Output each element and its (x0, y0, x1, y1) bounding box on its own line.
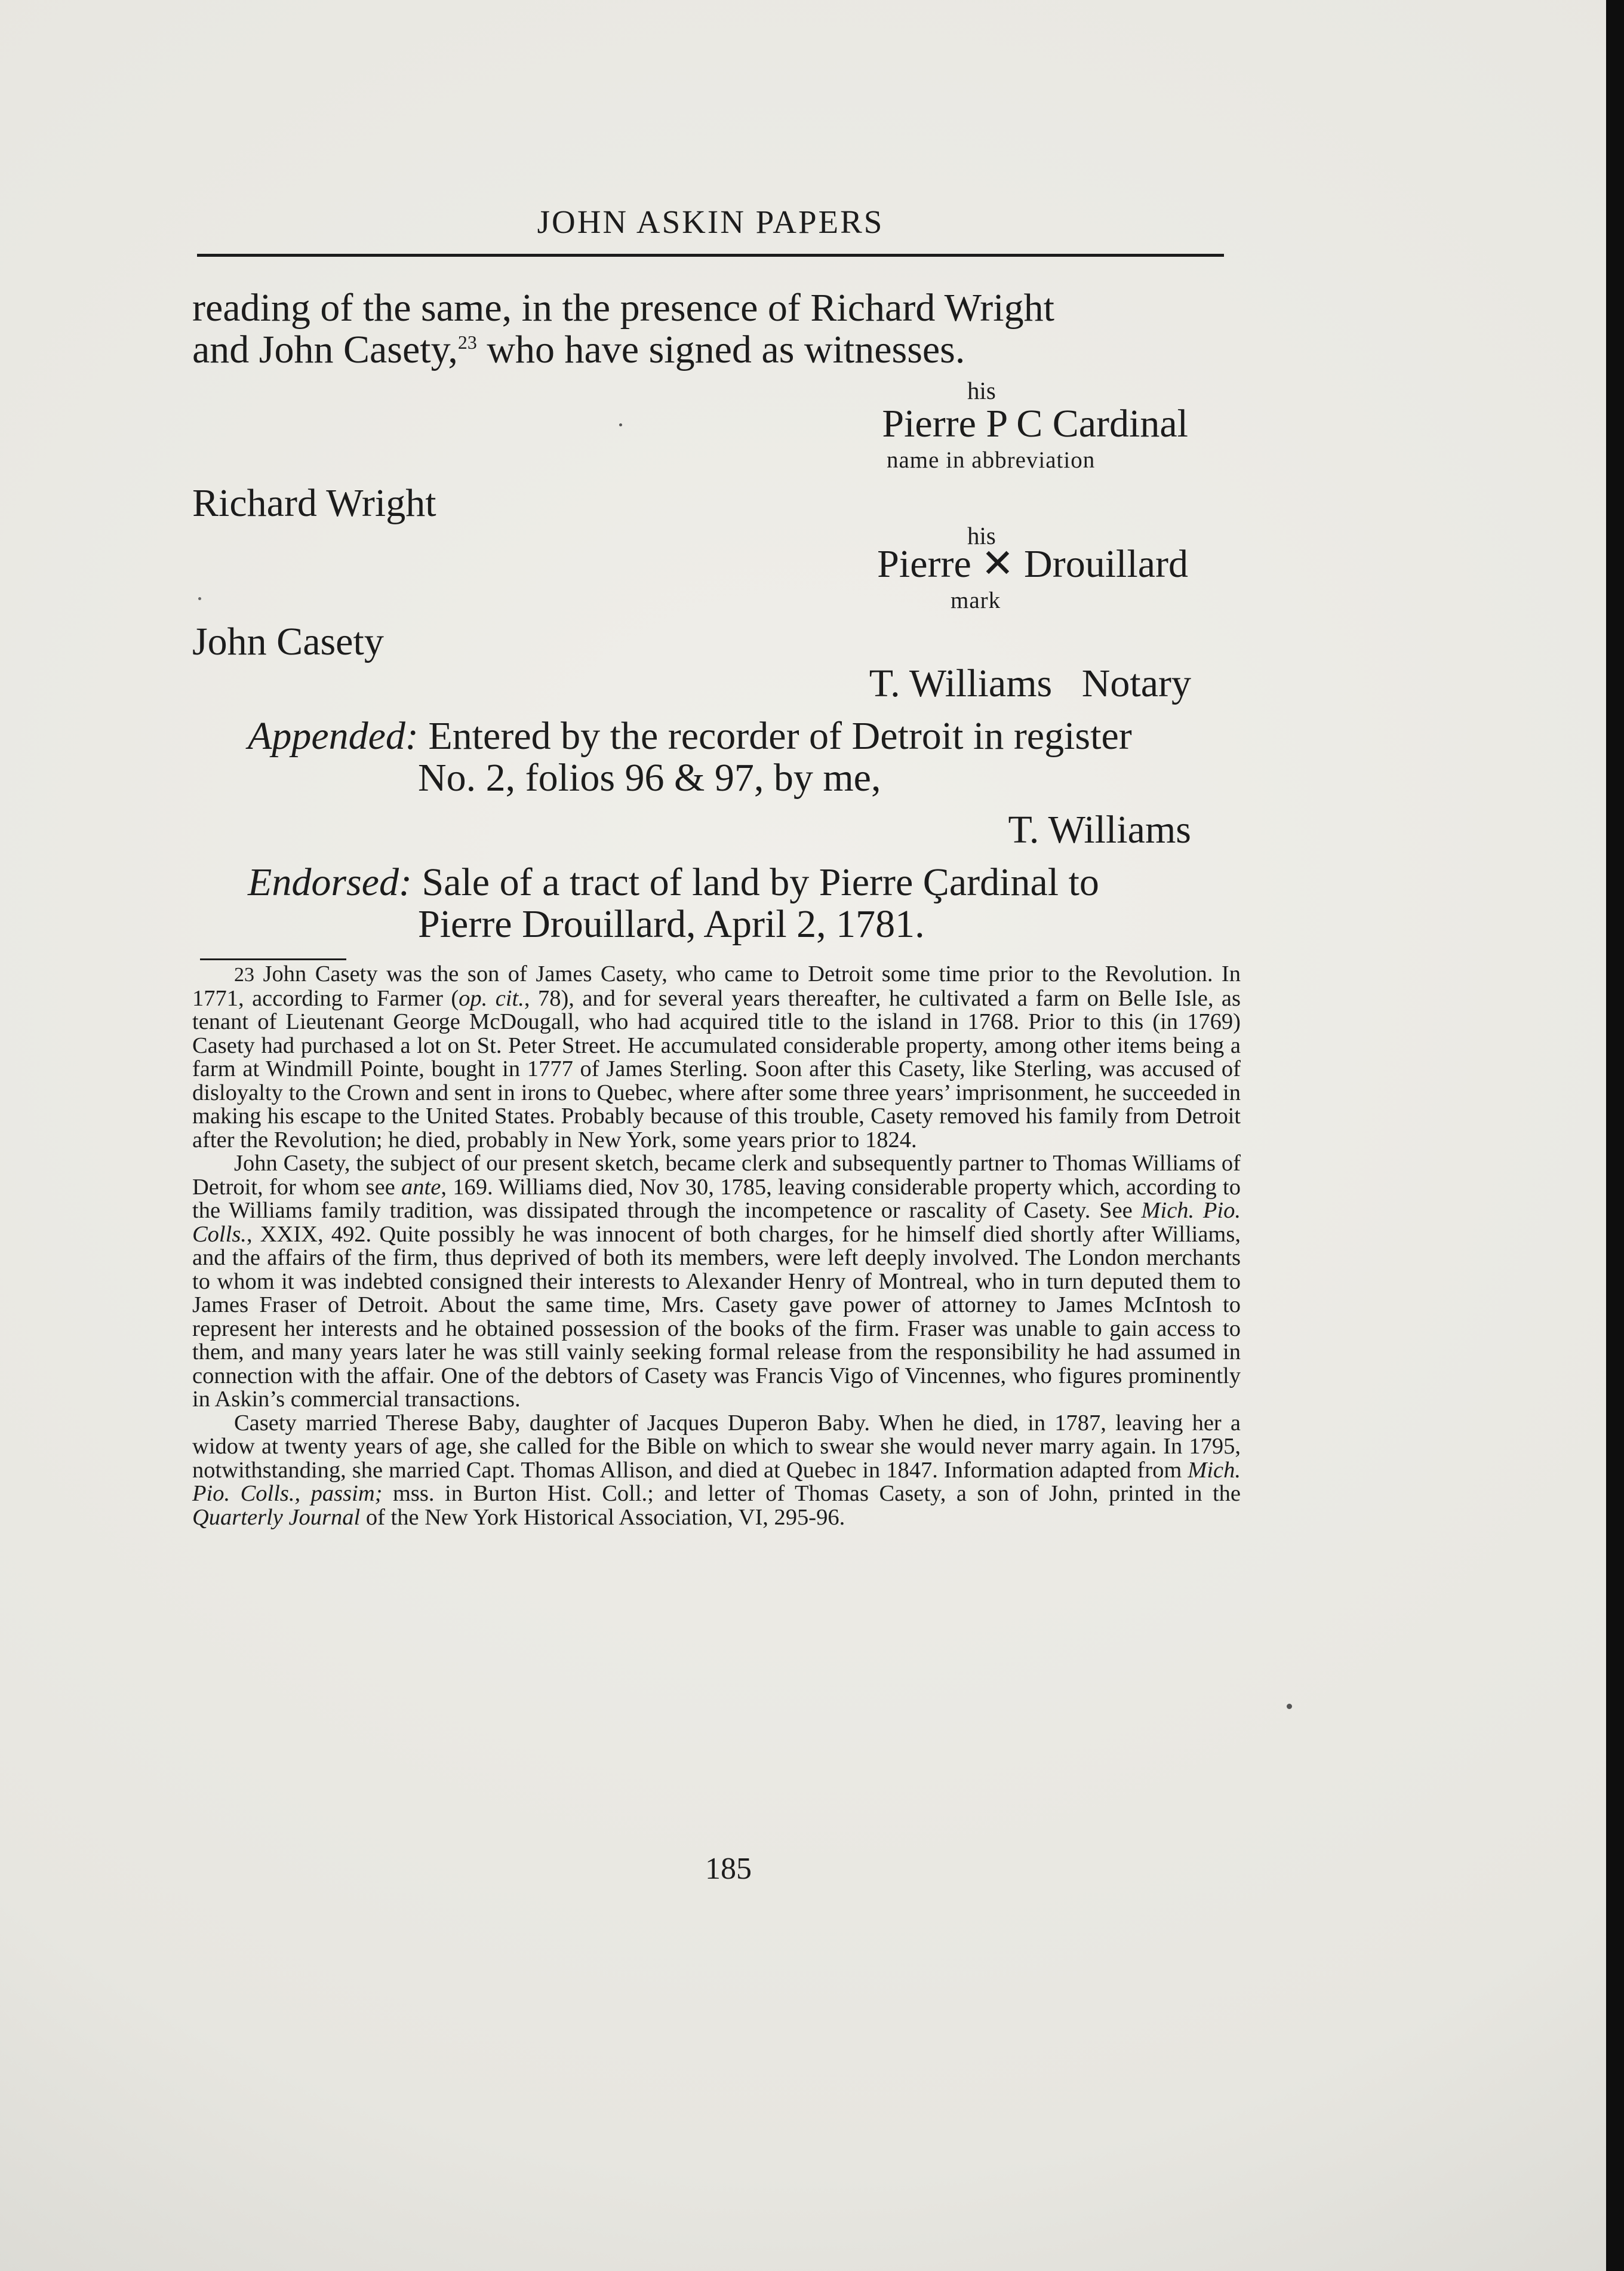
signature-2-his: his (967, 522, 996, 549)
endorsed-line-2: Pierre Drouillard, April 2, 1781. (418, 902, 925, 946)
footnotes (192, 963, 1241, 1529)
paper-speck (1287, 1704, 1292, 1709)
paper-speck (619, 423, 622, 426)
footnote-italic: ante (401, 1174, 441, 1200)
footnote-23-para-3 (192, 1412, 1241, 1530)
witness-1: Richard Wright (192, 481, 436, 525)
footnote-text: mss. in Burton Hist. Coll.; and letter of Thomas Casety, a son of John, printed in the (382, 1481, 1241, 1506)
body-line-1: reading of the same, in the presence of Richard Wright (192, 286, 1054, 330)
signature-1-his: his (967, 377, 996, 404)
body-line-2-rest: who have signed as witnesses. (476, 328, 965, 371)
footnote-text: , 78), and for several years thereafter, he cultivated a farm on Belle Isle, as tenant of Lieutenant George McDougall, who had acquired title to the island in 1768. Prior to this (in 1769) Casety had purchased a lot on St. Peter Street. He accumulated considerable property, among other items being a farm at Windmill Pointe, bought in 1777 of James Sterling. Soon after this Casety, like Sterling, was accused of disloyalty to the Crown and sent in irons to Quebec, where after some three years’ imprisonment, he succeeded in making his escape to the United States. Probably because of this trouble, Casety removed his family from Detroit after the Revolution; he died, probably in New York, some years prior to 1824. (192, 985, 1241, 1153)
endorsed-label: Endorsed: (248, 861, 412, 904)
footnote-23-para-1 (192, 963, 1241, 1152)
appended-line-1 (248, 714, 1132, 759)
signature-1-note: name in abbreviation (887, 447, 1096, 473)
footnote-rule (200, 958, 346, 960)
footnote-italic: Mich. Pio. Colls., passim; (192, 1457, 1241, 1506)
appended-signature: T. Williams (1008, 808, 1191, 852)
footnote-text: John Casety was the son of James Casety, who came to Detroit some time prior to the Revolution. In 1771, according to Farmer ( (192, 961, 1241, 1011)
appended-line-2: No. 2, folios 96 & 97, by me, (418, 756, 881, 800)
signature-1-name: Pierre P C Cardinal (882, 402, 1188, 445)
footnote-number: 23 (234, 964, 254, 986)
body-line-2-text: and John Casety, (192, 328, 458, 371)
body-line-2 (192, 327, 965, 373)
footnote-text: of the New York Historical Association, VI, 295-96. (360, 1504, 845, 1530)
footnote-text: Casety married Therese Baby, daughter of Jacques Duperon Baby. When he died, in 1787, leaving her a widow at twenty years of age, she called for the Bible on which to swear she would never marry again. In 1795, notwithstanding, she married Capt. Thomas Allison, and died at Quebec in 1847. Information adapted from (192, 1410, 1241, 1483)
appended-text-1: Entered by the recorder of Detroit in register (418, 714, 1132, 758)
footnote-ref-23: 23 (457, 331, 477, 353)
footnote-23-para-2 (192, 1152, 1241, 1412)
footnote-text: , 169. Williams died, Nov 30, 1785, leaving considerable property which, according to the Williams family tradition, was dissipated through the incompetence or rascality of Casety. See (192, 1174, 1241, 1223)
signature-2-name: Pierre ✕ Drouillard (877, 542, 1188, 586)
notary-signature: T. Williams Notary (869, 662, 1191, 705)
footnote-italic: op. cit. (459, 985, 524, 1011)
running-head: JOHN ASKIN PAPERS (537, 204, 884, 240)
endorsed-text-1: Sale of a tract of land by Pierre Çardinal to (411, 861, 1099, 904)
footnote-text: John Casety, the subject of our present sketch, became clerk and subsequently partner to Thomas Williams of Detroit, for whom see (192, 1151, 1241, 1200)
footnote-italic: Mich. Pio. Colls. (192, 1198, 1241, 1247)
footnote-text: , XXIX, 492. Quite possibly he was innocent of both charges, for he himself died shortly after Williams, and the affairs of the firm, thus deprived of both its members, were left deeply involved. The London merchants to whom it was indebted consigned their interests to Alexander Henry of Montreal, who in turn deputed them to James Fraser of Detroit. About the same time, Mrs. Casety gave power of attorney to James McIntosh to represent her interests and he obtained possession of the books of the firm. Fraser was unable to gain access to them, and many years later he was still vainly seeking formal release from the responsibility he had assumed in connection with the affair. One of the debtors of Casety was Francis Vigo of Vincennes, who figures prominently in Askin’s commercial transactions. (192, 1221, 1241, 1412)
page-number: 185 (705, 1852, 752, 1886)
signature-2-mark: mark (951, 588, 1001, 613)
header-rule (197, 254, 1224, 257)
endorsed-line-1 (248, 860, 1099, 905)
paper-speck (198, 597, 201, 600)
appended-label: Appended: (248, 714, 419, 758)
scan-edge (1606, 0, 1624, 2271)
footnote-italic: Quarterly Journal (192, 1504, 361, 1530)
witness-2: John Casety (192, 620, 384, 663)
